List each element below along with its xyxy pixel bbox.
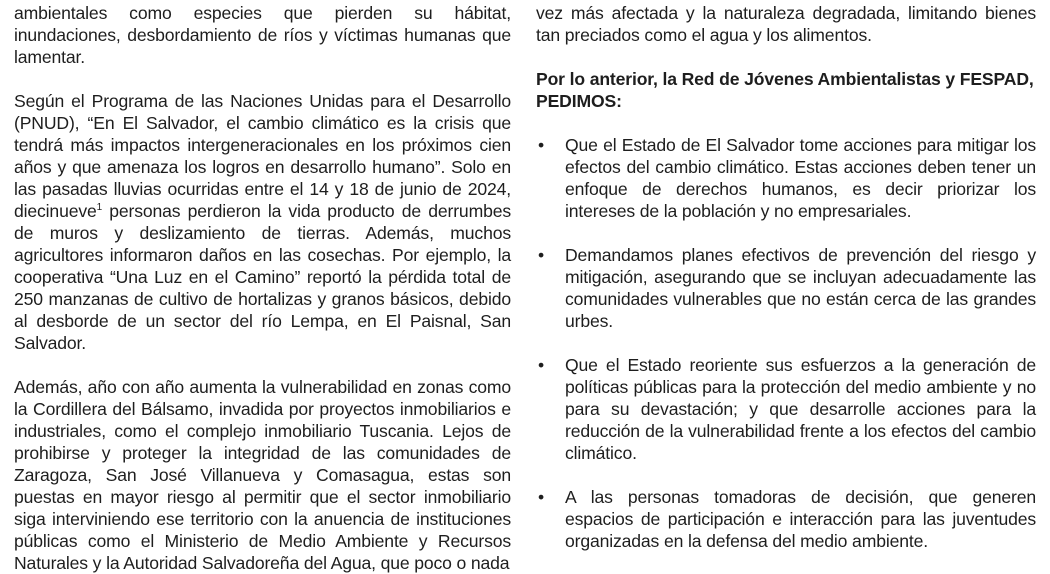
demand-text: Demandamos planes efectivos de prevención del riesgo y mitigación, asegurando que se incluyan adecuadamente las comunidades vulnerables que no están cerca de las grandes urbes. (565, 245, 1036, 331)
demand-item (536, 134, 1036, 222)
paragraph-balsamo: Además, año con año aumenta la vulnerabilidad en zonas como la Cordillera del Bálsamo, invadida por proyectos inmobiliarios e industriales, como el complejo inmobiliario Tuscania. Lejos de prohibirse y proteger la integridad de las comunidades de Zaragoza, San José Villanueva y Comasagua, estas son puestas en mayor riesgo al permitir que el sector inmobiliario siga interviniendo ese territorio con la anuencia de instituciones públicas como el Ministerio de Medio Ambiente y Recursos Naturales y la Autoridad Salvadoreña del Agua, que poco o nada (14, 377, 511, 573)
bullet-icon: • (538, 355, 545, 375)
paragraph-gap (536, 112, 1036, 134)
demand-item (536, 244, 1036, 332)
paragraph-nature: vez más afectada y la naturaleza degradada, limitando bienes tan preciados como el agua y los alimentos. (536, 3, 1036, 45)
demands-heading: Por lo anterior, la Red de Jóvenes Ambientalistas y FESPAD, PEDIMOS: (536, 69, 1034, 111)
left-column (14, 0, 511, 574)
bullet-icon: • (538, 135, 545, 155)
paragraph-gap (536, 46, 1036, 68)
right-column (536, 0, 1036, 552)
bullet-icon: • (538, 245, 545, 265)
demand-text: Que el Estado de El Salvador tome acciones para mitigar los efectos del cambio climático. Estas acciones deben tener un enfoque de derechos humanos, es decir priorizar los intereses de la población y no empresariales. (565, 135, 1036, 221)
demand-item (536, 486, 1036, 552)
paragraph-pnud-start: Según el Programa de las Naciones Unidas para el Desarrollo (PNUD), “En El Salvador, el cambio climático es la crisis que tendrá más impactos intergeneracionales en los próximos cien años y que amenaza los logros en desarrollo humano”. Solo en las pasadas lluvias ocurridas entre el 14 y 18 de junio de 2024, diecinueve (14, 91, 511, 221)
paragraph-gap (536, 222, 1036, 244)
paragraph-gap (536, 332, 1036, 354)
paragraph-impacts: ambientales como especies que pierden su hábitat, inundaciones, desbordamiento de ríos y víctimas humanas que lamentar. (14, 3, 511, 67)
demand-text: Que el Estado reoriente sus esfuerzos a la generación de políticas públicas para la protección del medio ambiente y no para su devastación; y que desarrolle acciones para la reducción de la vulnerabilidad frente a los efectos del cambio climático. (565, 355, 1036, 463)
footnote-mark[interactable]: 1 (96, 202, 103, 214)
demand-item (536, 354, 1036, 464)
demand-text: A las personas tomadoras de decisión, que generen espacios de participación e interacción para las juventudes organizadas en la defensa del medio ambiente. (565, 487, 1036, 551)
bullet-icon: • (538, 487, 545, 507)
paragraph-gap (14, 354, 511, 376)
paragraph-pnud (14, 90, 511, 354)
paragraph-gap (14, 68, 511, 90)
paragraph-pnud-end: personas perdieron la vida producto de derrumbes de muros y deslizamiento de tierras. Además, muchos agricultores informaron daños en las cosechas. Por ejemplo, la cooperativa “Una Luz en el Camino” reportó la pérdida total de 250 manzanas de cultivo de hortalizas y granos básicos, debido al desborde de un sector del río Lempa, en El Paisnal, San Salvador. (14, 201, 511, 353)
demands-list (536, 134, 1036, 552)
paragraph-gap (536, 464, 1036, 486)
